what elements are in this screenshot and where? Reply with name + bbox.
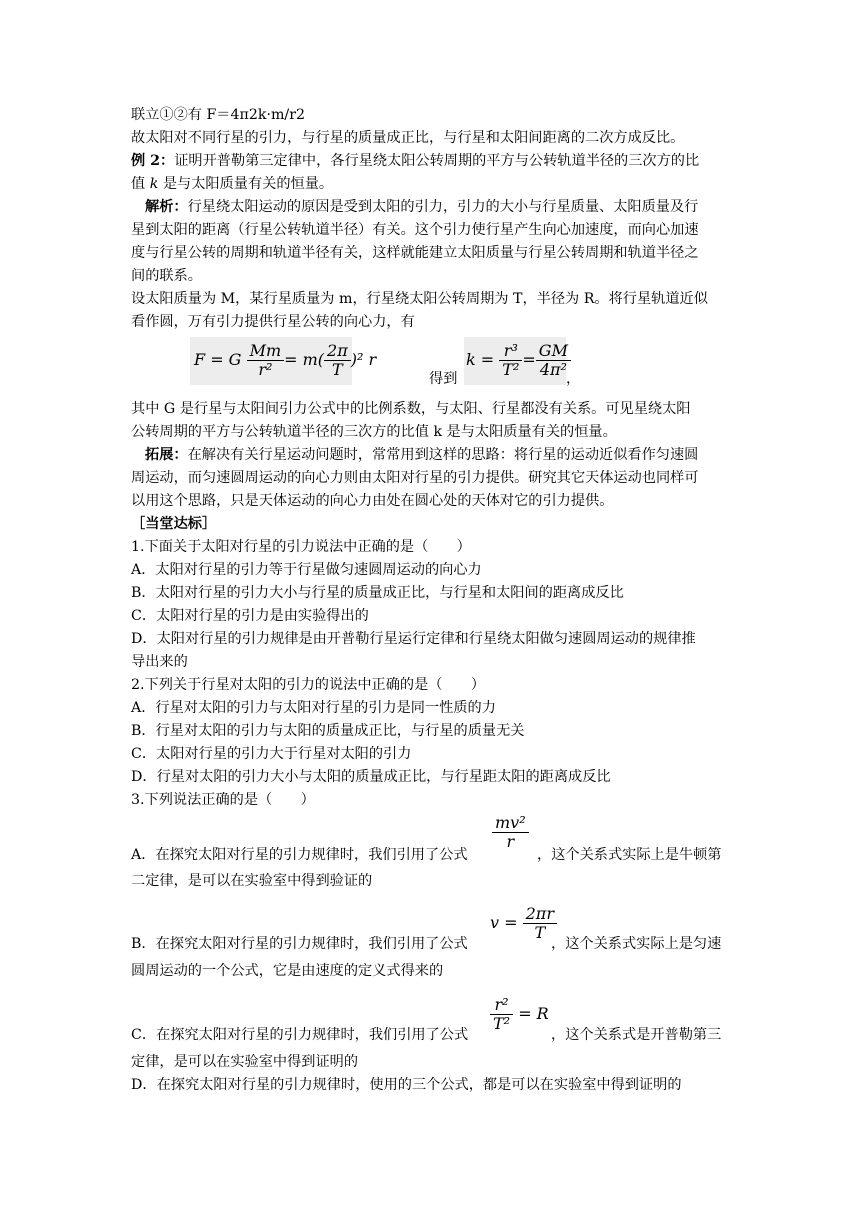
text-line: 联立①②有 F＝4π2k·m/r2	[131, 107, 306, 123]
numerator: r²	[490, 996, 513, 1015]
text-line: 设太阳质量为 M，某行星质量为 m，行星绕太阳公转周期为 T，半径为 R。将行星轨道近似	[131, 291, 708, 307]
q3-option-c-tail: ，这个关系式是开普勒第三	[551, 1027, 722, 1043]
numerator: 2πr	[523, 905, 557, 924]
text-span: 在解决有关行星运动问题时，常常用到这样的思路：将行星的运动近似看作匀速圆	[187, 447, 699, 463]
text-comma: ，	[566, 371, 581, 387]
q1-option-a: A．太阳对行星的引力等于行星做匀速圆周运动的向心力	[131, 562, 482, 578]
q3-option-b-cont: 圆周运动的一个公式，它是由速度的定义式得来的	[131, 963, 444, 979]
q2-option-c: C．太阳对行星的引力大于行星对太阳的引力	[131, 746, 412, 762]
text-span: 行星绕太阳运动的原因是受到太阳的引力，引力的大小与行星质量、太阳质量及行	[187, 199, 699, 215]
analysis-label: 解析：	[145, 199, 188, 215]
text-line: 公转周期的平方与公转轨道半径的三次方的比值 k 是与太阳质量有关的恒量。	[131, 424, 617, 440]
text-line: 周运动，而匀速圆周运动的向心力则由太阳对行星的引力提供。研究其它天体运动也同样可	[131, 470, 699, 486]
text-span: 证明开普勒第三定律中，各行星绕太阳公转周期的平方与公转轨道半径的三次方的比	[174, 153, 700, 169]
section-title: ［当堂达标］	[131, 516, 217, 532]
text-span: 值	[131, 176, 150, 192]
text-line: 度与行星公转的周期和轨道半径有关，这样就能建立太阳质量与行星公转周期和轨道半径之	[131, 245, 699, 261]
formula-part: k =	[466, 350, 495, 369]
text-line	[131, 173, 333, 195]
q3-option-c-cont: 定律，是可以在实验室中得到证明的	[131, 1054, 359, 1070]
q2-option-a: A．行星对太阳的引力与太阳对行星的引力是同一性质的力	[131, 700, 496, 716]
denominator: r²	[258, 360, 273, 379]
denominator: r	[506, 832, 515, 851]
q3-option-b: B．在探究太阳对行星的引力规律时，我们引用了公式	[131, 936, 468, 952]
q3-option-c: C．在探究太阳对行星的引力规律时，我们引用了公式	[131, 1027, 469, 1043]
example-2-line	[131, 150, 699, 172]
text-dedao: 得到	[429, 371, 458, 387]
question-3: 3.下列说法正确的是（ ）	[131, 792, 315, 808]
q3-option-a-tail: ，这个关系式实际上是牛顿第	[537, 847, 722, 863]
formula-part: = R	[518, 1004, 549, 1023]
extension-line	[145, 444, 698, 466]
question-1: 1.下面关于太阳对行星的引力说法中正确的是（ ）	[131, 539, 471, 555]
formula-part: )² r	[350, 350, 377, 369]
formula-kepler	[466, 342, 571, 379]
formula-gravity	[194, 342, 376, 379]
text-line: 其中 G 是行星与太阳间引力公式中的比例系数，与太阳、行星都没有关系。可见星绕太阳	[131, 401, 691, 417]
text-line: 星到太阳的距离（行星公转轨道半径）有关。这个引力使行星产生向心加速度，而向心加速	[131, 222, 699, 238]
text-line: 间的联系。	[131, 268, 202, 284]
fraction	[492, 814, 529, 851]
formula-mv2-r	[492, 814, 529, 851]
q1-option-b: B．太阳对行星的引力大小与行星的质量成正比，与行星和太阳间的距离成反比	[131, 585, 624, 601]
question-2: 2.下列关于行星对太阳的引力的说法中正确的是（ ）	[131, 677, 486, 693]
numerator: r³	[499, 342, 522, 361]
numerator: mv²	[492, 814, 529, 833]
section-heading	[131, 513, 216, 535]
example-label: 例 2：	[131, 153, 175, 169]
denominator: T	[534, 923, 546, 942]
q1-option-c: C．太阳对行星的引力是由实验得出的	[131, 608, 369, 624]
numerator: 2π	[324, 342, 351, 361]
numerator: GM	[536, 342, 571, 361]
formula-part: F = G	[194, 350, 242, 369]
q3-option-d: D．在探究太阳对行星的引力规律时，使用的三个公式，都是可以在实验室中得到证明的	[131, 1077, 682, 1093]
formula-v-2pir-t	[490, 905, 557, 942]
q1-option-d: D．太阳对行星的引力规律是由开普勒行星运行定律和行星绕太阳做匀速圆周运动的规律推	[131, 631, 696, 647]
fraction	[490, 996, 513, 1033]
q3-option-a: A．在探究太阳对行星的引力规律时，我们引用了公式	[131, 847, 468, 863]
q3-option-b-tail: ，这个关系式实际上是匀速	[551, 936, 722, 952]
fraction	[247, 342, 285, 379]
denominator: T²	[502, 360, 520, 379]
text-line: 故太阳对不同行星的引力，与行星的质量成正比，与行星和太阳间距离的二次方成反比。	[131, 130, 685, 146]
denominator: 4π²	[539, 360, 567, 379]
text-span: 是与太阳质量有关的恒量。	[158, 176, 334, 192]
text-line: 以用这个思路，只是天体运动的向心力由处在圆心处的天体对它的引力提供。	[131, 493, 614, 509]
formula-part: = m(	[284, 350, 325, 369]
analysis-line	[145, 196, 698, 218]
formula-r2-t2-r	[490, 996, 549, 1033]
numerator: Mm	[247, 342, 285, 361]
fraction	[499, 342, 522, 379]
extension-label: 拓展：	[145, 447, 188, 463]
denominator: T	[332, 360, 343, 379]
q1-option-d-cont: 导出来的	[131, 654, 188, 670]
q2-option-d: D．行星对太阳的引力大小与太阳的质量成正比，与行星距太阳的距离成反比	[131, 769, 611, 785]
formula-part: =	[522, 350, 536, 369]
q2-option-b: B．行星对太阳的引力与太阳的质量成正比，与行星的质量无关	[131, 723, 525, 739]
formula-part: v =	[490, 913, 518, 932]
variable-k: k	[149, 176, 159, 192]
fraction	[324, 342, 351, 379]
denominator: T²	[493, 1014, 511, 1033]
text-line: 看作圆，万有引力提供行星公转的向心力，有	[131, 314, 415, 330]
q3-option-a-cont: 二定律，是可以在实验室中得到验证的	[131, 873, 373, 889]
